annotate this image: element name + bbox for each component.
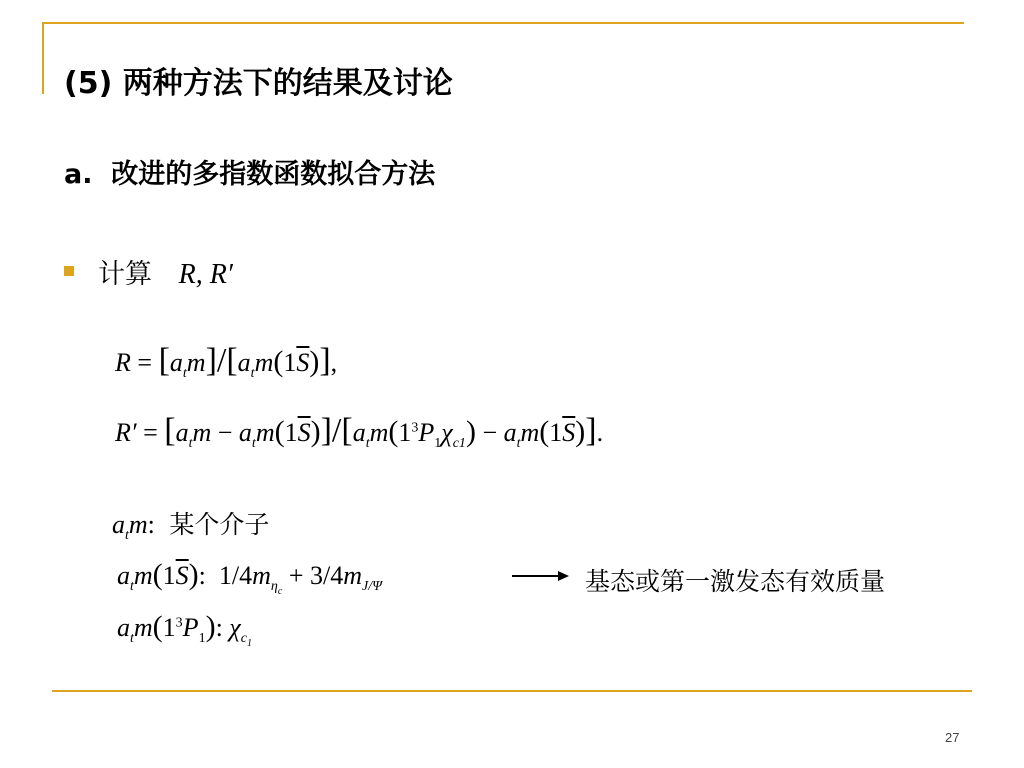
equation-r: $R = [a_tm]/[a_tm(1\overline{S})]$, — [115, 342, 338, 382]
section-heading — [64, 152, 435, 191]
bottom-rule — [52, 690, 972, 692]
bullet-text: 计算 — [98, 259, 152, 290]
page-number: 27 — [945, 730, 960, 745]
equation-r-prime: $R' = [a_tm - a_tm(1\overline{S})]/[a_tm(1^3P_1\chi_{c1}) - a_tm(1\overline{S})]$. — [115, 412, 604, 452]
section-text: 改进的多指数函数拟合方法 — [111, 159, 436, 190]
definition-1s: $a_tm(1\overline{S})$: $1/4m_{\eta_c} + 3/4m_{J/\Psi}$ — [117, 558, 382, 597]
definition-1p: $a_tm(1^3P_1)$: $\chi_{c_1}$ — [117, 610, 252, 649]
effective-mass-label: 基态或第一激发态有效质量 — [585, 567, 886, 596]
bullet-math: R, R′ — [178, 259, 233, 290]
bullet-item — [98, 252, 233, 291]
left-rule — [42, 22, 44, 94]
section-marker: a. — [64, 159, 93, 190]
definition-meson-desc: 某个介子 — [169, 510, 270, 539]
slide-title: (5) 两种方法下的结果及讨论 — [64, 66, 453, 101]
arrow-icon — [512, 568, 570, 584]
definition-meson: $a_tm$: 某个介子 — [112, 510, 270, 544]
bullet-marker — [64, 266, 74, 276]
top-rule — [42, 22, 964, 24]
